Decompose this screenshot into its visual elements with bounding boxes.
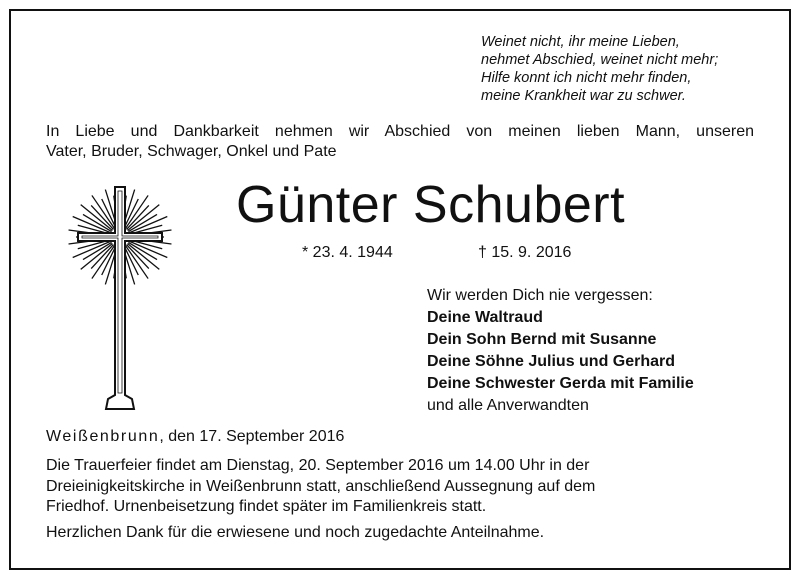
details-line: Die Trauerfeier findet am Dienstag, 20. September 2016 um 14.00 Uhr in der: [46, 457, 590, 474]
poem-line: Hilfe konnt ich nicht mehr finden,: [481, 70, 692, 86]
radiant-cross-icon: [62, 183, 180, 415]
details-line: Dreieinigkeitskirche in Weißenbrunn statt, anschließend Aussegnung auf dem: [46, 477, 596, 495]
place-date: [46, 428, 344, 446]
poem: [481, 33, 718, 105]
mourner-name: Deine Schwester Gerda mit Familie: [427, 375, 694, 392]
thanks-text: Herzlichen Dank für die erwiesene und noch zugedachte Anteilnahme.: [46, 524, 545, 541]
intro-line: Vater, Bruder, Schwager, Onkel und Pate: [46, 143, 337, 160]
intro-line: In Liebe und Dankbarkeit nehmen wir Abschied von meinen lieben Mann, unseren: [46, 123, 754, 140]
mourner-name: Deine Waltraud: [427, 309, 543, 326]
poem-line: Weinet nicht, ihr meine Lieben,: [481, 34, 680, 50]
deceased-name: Günter Schubert: [236, 176, 626, 234]
mourner-name: Dein Sohn Bernd mit Susanne: [427, 331, 657, 348]
death-date: † 15. 9. 2016: [478, 244, 572, 261]
mourners-closing: und alle Anverwandten: [427, 397, 589, 414]
mourners-heading: Wir werden Dich nie vergessen:: [427, 287, 653, 304]
birth-date: * 23. 4. 1944: [302, 244, 393, 261]
mourner-name: Deine Söhne Julius und Gerhard: [427, 353, 676, 370]
details-line: Friedhof. Urnenbeisetzung findet später im Familienkreis statt.: [46, 498, 487, 515]
place-town: Weißenbrunn: [46, 428, 160, 445]
intro-text: [46, 122, 754, 162]
mourners-block: [427, 285, 694, 417]
poem-line: meine Krankheit war zu schwer.: [481, 88, 686, 104]
funeral-details: [46, 456, 595, 518]
poem-line: nehmet Abschied, weinet nicht mehr;: [481, 52, 719, 68]
place-date-text: , den 17. September 2016: [159, 428, 345, 445]
